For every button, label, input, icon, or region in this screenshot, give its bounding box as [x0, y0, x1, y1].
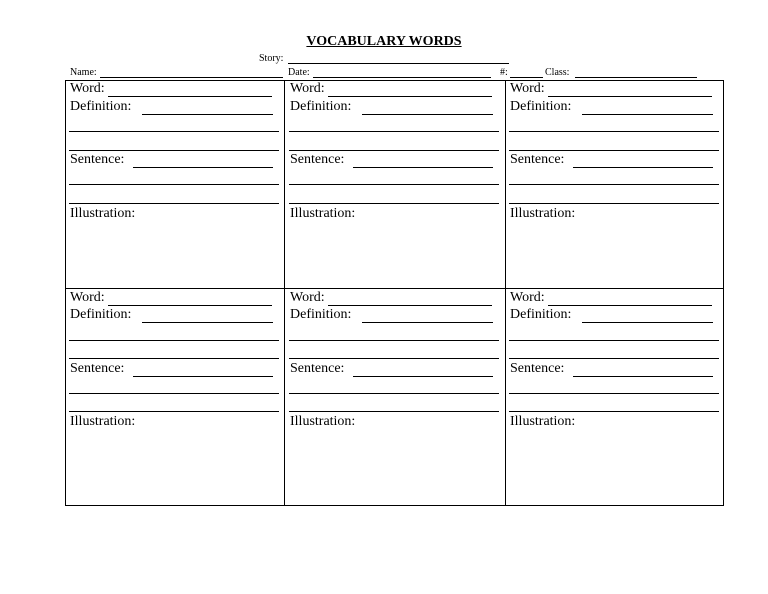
definition-line[interactable]: [289, 340, 499, 341]
sentence-field[interactable]: [133, 376, 273, 377]
definition-line[interactable]: [69, 150, 279, 151]
sentence-field[interactable]: [573, 376, 713, 377]
definition-line[interactable]: [509, 150, 719, 151]
vocab-card: [65, 80, 285, 288]
definition-line[interactable]: [509, 131, 719, 132]
definition-field[interactable]: [582, 114, 713, 115]
vocab-card: [65, 289, 285, 497]
vocab-card: [285, 80, 505, 288]
definition-line[interactable]: [509, 340, 719, 341]
name-label: Name:: [70, 67, 97, 78]
definition-line[interactable]: [69, 340, 279, 341]
illustration-label: Illustration:: [510, 206, 576, 221]
definition-line[interactable]: [509, 358, 719, 359]
illustration-label: Illustration:: [70, 414, 136, 429]
word-field[interactable]: [108, 96, 272, 97]
word-label: Word:: [70, 290, 105, 305]
sentence-field[interactable]: [133, 167, 273, 168]
name-field[interactable]: [100, 77, 283, 78]
definition-label: Definition:: [290, 99, 352, 114]
definition-label: Definition:: [510, 99, 572, 114]
word-label: Word:: [290, 290, 325, 305]
sentence-label: Sentence:: [290, 361, 345, 376]
word-label: Word:: [290, 81, 325, 96]
definition-field[interactable]: [362, 322, 493, 323]
vocab-card: [505, 80, 725, 288]
date-label: Date:: [288, 67, 310, 78]
sentence-line[interactable]: [69, 203, 279, 204]
sentence-line[interactable]: [289, 203, 499, 204]
definition-label: Definition:: [290, 307, 352, 322]
sentence-field[interactable]: [353, 167, 493, 168]
story-label: Story:: [259, 53, 284, 64]
definition-label: Definition:: [70, 99, 132, 114]
class-label: Class:: [545, 67, 570, 78]
definition-field[interactable]: [362, 114, 493, 115]
definition-label: Definition:: [510, 307, 572, 322]
sentence-field[interactable]: [573, 167, 713, 168]
class-field[interactable]: [575, 77, 697, 78]
sentence-line[interactable]: [69, 411, 279, 412]
word-field[interactable]: [328, 96, 492, 97]
illustration-label: Illustration:: [510, 414, 576, 429]
definition-line[interactable]: [289, 131, 499, 132]
sentence-label: Sentence:: [70, 361, 125, 376]
word-field[interactable]: [548, 305, 712, 306]
sentence-line[interactable]: [69, 184, 279, 185]
sentence-line[interactable]: [509, 184, 719, 185]
illustration-label: Illustration:: [290, 414, 356, 429]
word-field[interactable]: [548, 96, 712, 97]
word-label: Word:: [510, 81, 545, 96]
definition-field[interactable]: [582, 322, 713, 323]
sentence-line[interactable]: [509, 393, 719, 394]
sentence-line[interactable]: [69, 393, 279, 394]
word-field[interactable]: [108, 305, 272, 306]
sentence-label: Sentence:: [510, 361, 565, 376]
definition-line[interactable]: [289, 150, 499, 151]
word-field[interactable]: [328, 305, 492, 306]
sentence-label: Sentence:: [70, 152, 125, 167]
page-title: VOCABULARY WORDS: [306, 34, 462, 49]
illustration-label: Illustration:: [290, 206, 356, 221]
definition-line[interactable]: [289, 358, 499, 359]
number-field[interactable]: [510, 77, 543, 78]
sentence-line[interactable]: [289, 411, 499, 412]
number-label: #:: [500, 67, 508, 78]
story-field[interactable]: [288, 63, 509, 64]
definition-line[interactable]: [69, 358, 279, 359]
sentence-line[interactable]: [509, 411, 719, 412]
sentence-line[interactable]: [289, 184, 499, 185]
definition-field[interactable]: [142, 114, 273, 115]
illustration-label: Illustration:: [70, 206, 136, 221]
sentence-label: Sentence:: [290, 152, 345, 167]
word-label: Word:: [70, 81, 105, 96]
definition-line[interactable]: [69, 131, 279, 132]
date-field[interactable]: [313, 77, 491, 78]
definition-field[interactable]: [142, 322, 273, 323]
sentence-line[interactable]: [509, 203, 719, 204]
word-label: Word:: [510, 290, 545, 305]
sentence-line[interactable]: [289, 393, 499, 394]
vocab-card: [505, 289, 725, 497]
sentence-field[interactable]: [353, 376, 493, 377]
definition-label: Definition:: [70, 307, 132, 322]
sentence-label: Sentence:: [510, 152, 565, 167]
vocab-card: [285, 289, 505, 497]
